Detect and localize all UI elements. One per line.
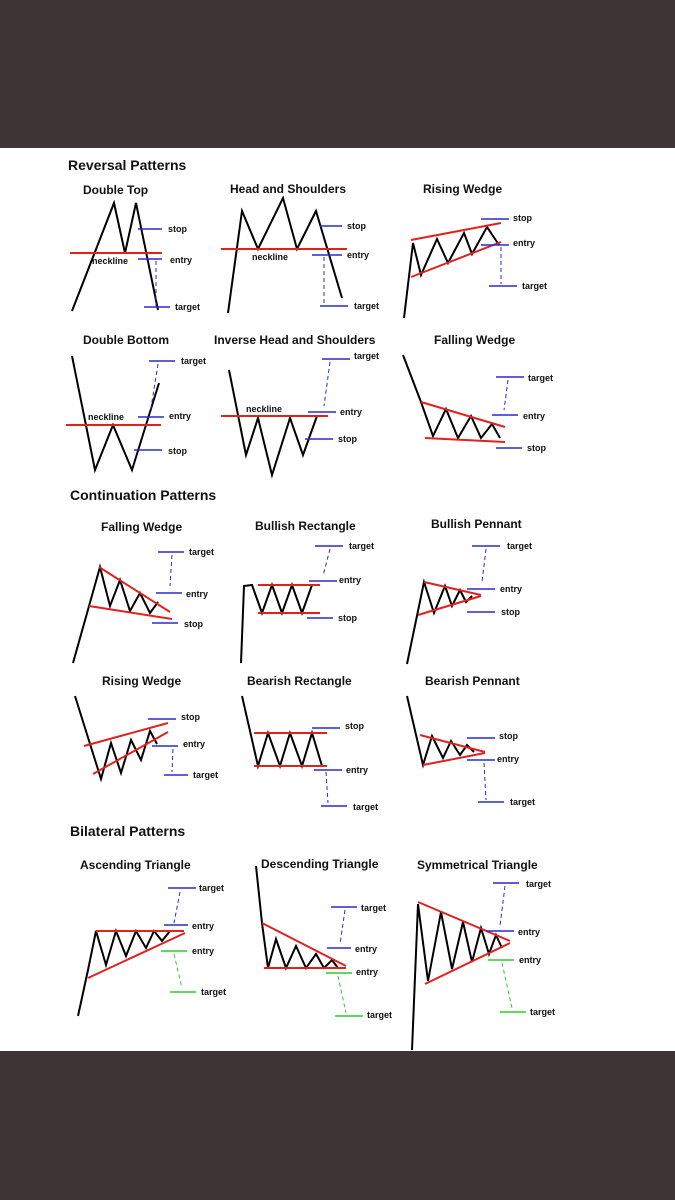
lower-trend-line [423, 753, 485, 765]
target-label: target [181, 356, 207, 366]
entry-label: entry [500, 584, 523, 594]
entry-label: entry [518, 927, 541, 937]
upper-trend-line [411, 223, 501, 240]
alt-target-label: target [201, 987, 227, 997]
neckline-label: neckline [92, 256, 129, 266]
neckline-label: neckline [252, 252, 289, 262]
price-line [407, 582, 472, 664]
chart-patterns-diagram [0, 148, 675, 1051]
stop-label: stop [499, 731, 518, 741]
target-label: target [354, 301, 380, 311]
stop-label: stop [338, 613, 357, 623]
price-line [78, 931, 170, 1016]
entry-label: entry [513, 238, 536, 248]
title-bullish-pennant: Bullish Pennant [431, 517, 522, 531]
target-label: target [349, 541, 375, 551]
section-continuation-heading: Continuation Patterns [70, 487, 217, 503]
alt-target-projection [174, 954, 182, 988]
entry-label: entry [523, 411, 546, 421]
target-label: target [353, 802, 379, 812]
pattern-descending-triangle [256, 857, 392, 1020]
target-label: target [354, 351, 380, 361]
entry-label: entry [340, 407, 363, 417]
neckline-label: neckline [88, 412, 125, 422]
price-line [256, 866, 338, 968]
price-line [242, 696, 322, 766]
title-bearish-pennant: Bearish Pennant [425, 674, 520, 688]
alt-target-projection [502, 963, 512, 1008]
stop-label: stop [527, 443, 546, 453]
stop-label: stop [168, 446, 187, 456]
pattern-double-bottom [66, 333, 206, 470]
title-falling-wedge-continuation: Falling Wedge [101, 520, 183, 534]
section-reversal-heading: Reversal Patterns [68, 157, 187, 173]
upper-trend-line [418, 902, 510, 941]
price-line [404, 227, 499, 318]
title-ascending-triangle: Ascending Triangle [80, 858, 191, 872]
title-rising-wedge-continuation: Rising Wedge [102, 674, 182, 688]
entry-label: entry [347, 250, 370, 260]
target-projection [324, 362, 330, 406]
target-label: target [526, 879, 552, 889]
target-label: target [175, 302, 201, 312]
target-projection [326, 772, 328, 803]
price-line [407, 696, 474, 765]
pattern-ascending-triangle [78, 858, 226, 1016]
entry-label: entry [186, 589, 209, 599]
alt-entry-label: entry [192, 946, 215, 956]
entry-label: entry [355, 944, 378, 954]
section-bilateral-heading: Bilateral Patterns [70, 823, 186, 839]
lower-trend-line [425, 438, 505, 442]
price-line [241, 585, 312, 663]
pattern-inverse-head-and-shoulders [214, 333, 379, 475]
pattern-bullish-rectangle [241, 519, 374, 663]
title-falling-wedge-reversal: Falling Wedge [434, 333, 516, 347]
title-bullish-rectangle: Bullish Rectangle [255, 519, 356, 533]
target-label: target [510, 797, 536, 807]
neckline-label: neckline [246, 404, 283, 414]
target-label: target [361, 903, 387, 913]
pattern-symmetrical-triangle [412, 858, 555, 1050]
pattern-bearish-pennant [407, 674, 535, 807]
pattern-rising-wedge-reversal [404, 182, 547, 318]
title-head-and-shoulders: Head and Shoulders [230, 182, 347, 196]
pattern-bearish-rectangle [242, 674, 378, 812]
alt-target-label: target [530, 1007, 556, 1017]
entry-label: entry [169, 411, 192, 421]
entry-label: entry [170, 255, 193, 265]
price-line [229, 370, 317, 475]
target-projection [170, 555, 172, 586]
lower-trend-line [425, 943, 510, 984]
target-projection [174, 892, 180, 923]
title-symmetrical-triangle: Symmetrical Triangle [417, 858, 538, 872]
entry-label: entry [339, 575, 362, 585]
pattern-bullish-pennant [407, 517, 532, 664]
title-double-bottom: Double Bottom [83, 333, 169, 347]
target-projection [504, 380, 508, 410]
pattern-falling-wedge-continuation [73, 520, 214, 663]
stop-label: stop [501, 607, 520, 617]
pattern-falling-wedge-reversal [403, 333, 553, 453]
title-descending-triangle: Descending Triangle [261, 857, 379, 871]
pattern-double-top [70, 183, 200, 312]
target-projection [172, 749, 173, 772]
target-projection [323, 549, 330, 576]
stop-label: stop [347, 221, 366, 231]
title-double-top: Double Top [83, 183, 149, 197]
stop-label: stop [181, 712, 200, 722]
price-line [403, 355, 500, 438]
alt-entry-label: entry [356, 967, 379, 977]
target-label: target [193, 770, 219, 780]
title-inverse-head-and-shoulders: Inverse Head and Shoulders [214, 333, 376, 347]
entry-label: entry [497, 754, 520, 764]
alt-target-label: target [367, 1010, 393, 1020]
target-label: target [528, 373, 554, 383]
chart-patterns-sheet [0, 148, 675, 1051]
alt-target-projection [338, 976, 346, 1013]
lower-trend-line [89, 606, 172, 619]
title-bearish-rectangle: Bearish Rectangle [247, 674, 352, 688]
stop-label: stop [513, 213, 532, 223]
stop-label: stop [338, 434, 357, 444]
stop-label: stop [345, 721, 364, 731]
pattern-head-and-shoulders [221, 182, 379, 313]
title-rising-wedge-reversal: Rising Wedge [423, 182, 503, 196]
target-label: target [507, 541, 533, 551]
stop-label: stop [168, 224, 187, 234]
target-projection [484, 763, 486, 800]
alt-entry-label: entry [519, 955, 542, 965]
entry-label: entry [183, 739, 206, 749]
stop-label: stop [184, 619, 203, 629]
target-projection [482, 549, 486, 582]
pattern-rising-wedge-continuation [75, 674, 218, 780]
target-projection [340, 910, 345, 944]
target-label: target [199, 883, 225, 893]
target-label: target [189, 547, 215, 557]
entry-label: entry [346, 765, 369, 775]
price-line [412, 904, 502, 1050]
target-label: target [522, 281, 548, 291]
entry-label: entry [192, 921, 215, 931]
target-projection [500, 886, 505, 926]
